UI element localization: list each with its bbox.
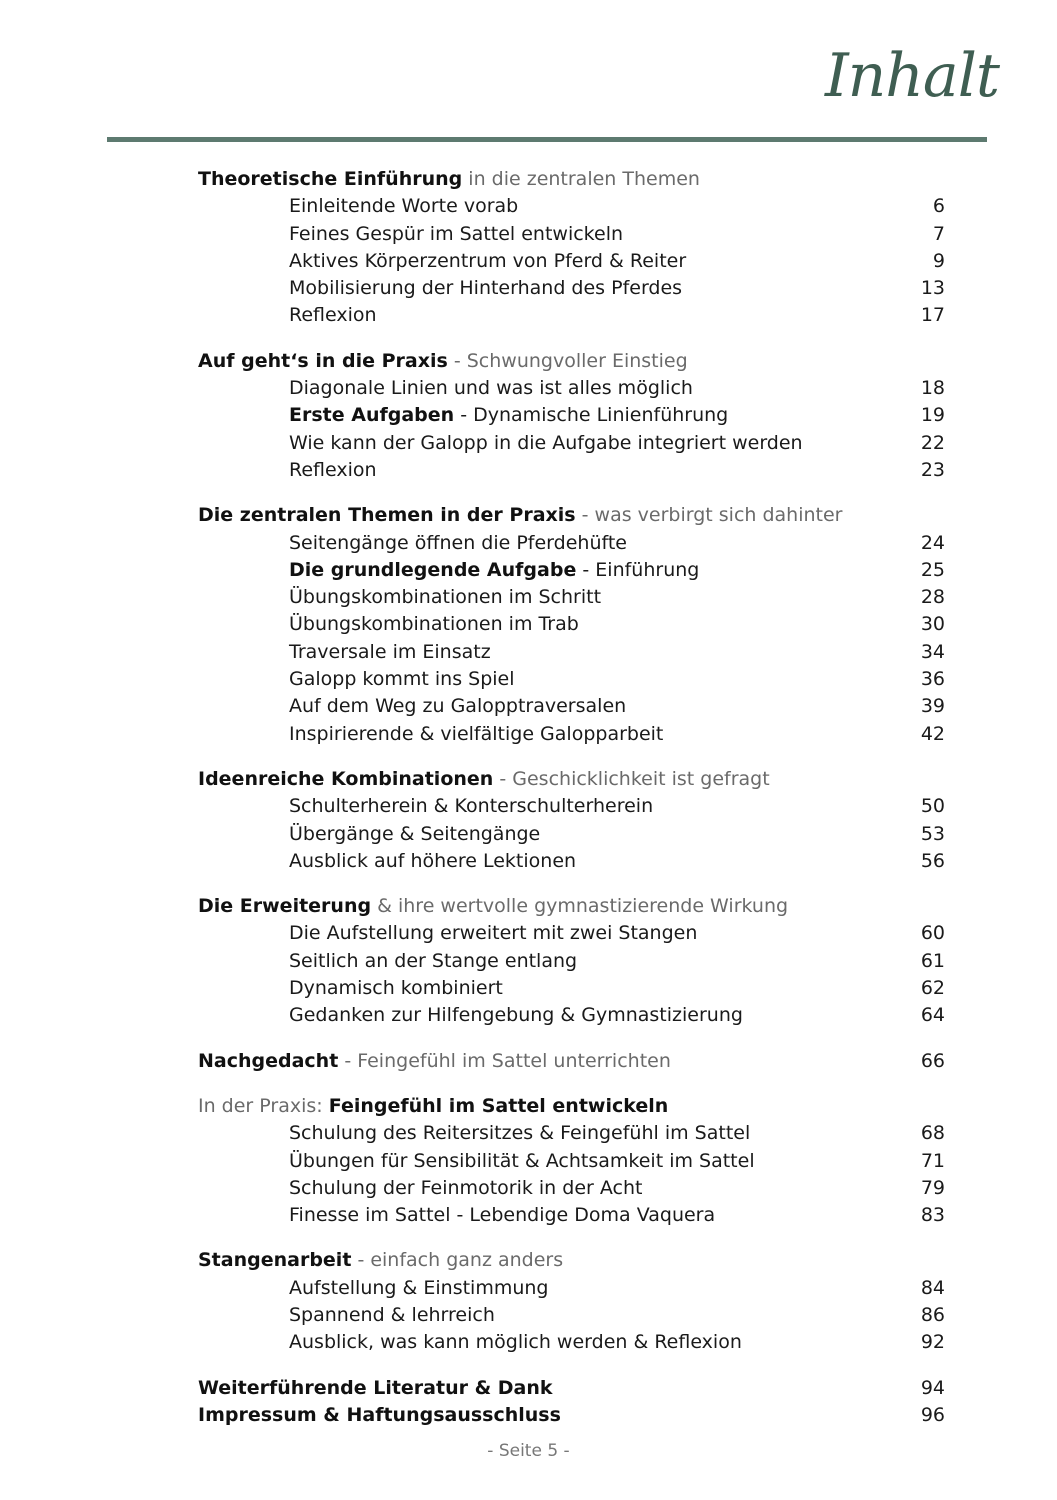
closing-entry-label: Weiterführende Literatur & Dank	[198, 1376, 553, 1399]
closing-entry[interactable]	[198, 1375, 950, 1402]
toc-entry-page: 84	[920, 1276, 945, 1299]
toc-entry-label: Schulterherein & Konterschulterherein	[289, 795, 654, 818]
toc-entry-label: Übungskombinationen im Schritt	[289, 586, 602, 609]
toc-section	[198, 766, 950, 875]
section-subtitle: & ihre wertvolle gymnastizierende Wirkung	[371, 895, 789, 918]
section-title: Stangenarbeit	[198, 1249, 352, 1272]
section-page-number	[885, 166, 950, 193]
section-title: Feingefühl im Sattel entwickeln	[328, 1094, 669, 1117]
section-heading[interactable]	[198, 502, 950, 529]
toc-entry[interactable]	[198, 1202, 950, 1229]
toc-entry-bold: Die grundlegende Aufgabe	[289, 558, 577, 581]
toc-entry-label: Traversale im Einsatz	[289, 640, 491, 663]
toc-entry[interactable]	[198, 557, 950, 584]
toc-entry-text	[289, 530, 627, 557]
section-title: Theoretische Einführung	[198, 168, 463, 190]
toc-entry-page: 36	[920, 668, 945, 691]
toc-entry-text	[289, 221, 623, 248]
toc-entry-text	[289, 193, 518, 220]
toc-entry-page: 30	[920, 613, 945, 636]
toc-entry-text	[289, 793, 653, 820]
toc-entry-label: Reflexion	[289, 304, 377, 327]
toc-entry-label: Wie kann der Galopp in die Aufgabe integriert werden	[289, 431, 803, 454]
toc-entry-text	[289, 248, 686, 275]
toc-entry-label: Finesse im Sattel - Lebendige Doma Vaquera	[289, 1204, 716, 1227]
toc-entry-label: Auf dem Weg zu Galopptraversalen	[289, 695, 627, 718]
toc-entry[interactable]	[198, 693, 950, 720]
toc-entry-text	[289, 375, 693, 402]
toc-entry-page: 17	[920, 304, 945, 327]
toc-entry-label: Diagonale Linien und was ist alles möglich	[289, 377, 693, 400]
toc-entry-page: 56	[920, 849, 945, 872]
section-heading-text	[198, 166, 700, 193]
toc-entry-label: Die Aufstellung erweitert mit zwei Stangen	[289, 922, 698, 945]
toc-entry-label: Seitlich an der Stange entlang	[289, 949, 578, 972]
section-heading-text	[198, 502, 842, 529]
section-subtitle: - Geschicklichkeit ist gefragt	[493, 767, 770, 790]
toc-entry-page: 9	[932, 249, 945, 272]
toc-entry-page: 64	[920, 1004, 945, 1027]
section-title: Auf geht‘s in die Praxis	[198, 349, 448, 372]
toc-entry-text	[289, 821, 540, 848]
section-page-number: 66	[920, 1049, 945, 1072]
toc-entry[interactable]	[198, 375, 950, 402]
toc-entry[interactable]	[198, 193, 950, 220]
closing-entry[interactable]	[198, 1402, 950, 1429]
toc-entry-text	[289, 302, 377, 329]
section-heading[interactable]	[198, 766, 950, 793]
toc-entry[interactable]	[198, 1148, 950, 1175]
section-heading-text	[198, 1093, 668, 1120]
section-page-number	[885, 1247, 950, 1274]
toc-entry-text	[289, 1148, 755, 1175]
page-title: Inhalt	[824, 41, 999, 111]
toc-entry-page: 86	[920, 1303, 945, 1326]
section-subtitle: - einfach ganz anders	[351, 1249, 564, 1272]
toc-entry-page: 42	[920, 722, 945, 745]
section-title: Die Erweiterung	[198, 895, 372, 918]
toc-entry[interactable]	[198, 821, 950, 848]
section-subtitle: - Schwungvoller Einstieg	[447, 349, 688, 372]
toc-entry-label: Spannend & lehrreich	[289, 1303, 495, 1326]
toc-entry-text	[289, 557, 699, 584]
toc-entry-label: Übungskombinationen im Trab	[289, 613, 579, 636]
closing-entry-page: 96	[920, 1403, 945, 1426]
toc-entry-page: 79	[920, 1176, 945, 1199]
toc-entry-page: 22	[920, 431, 945, 454]
toc-entry[interactable]	[198, 848, 950, 875]
toc-entry-text	[289, 639, 491, 666]
toc-entry[interactable]	[198, 948, 950, 975]
toc-entry-label: Aufstellung & Einstimmung	[289, 1276, 549, 1299]
section-lead: In der Praxis:	[198, 1094, 329, 1117]
toc-entry-text	[289, 1175, 642, 1202]
toc-entry[interactable]	[198, 275, 950, 302]
toc-entry-text	[289, 457, 377, 484]
toc-entry-label: Dynamisch kombiniert	[289, 977, 503, 1000]
toc-entry-text	[289, 666, 515, 693]
toc-entry-page: 62	[920, 977, 945, 1000]
toc-entry-page: 6	[932, 195, 945, 218]
toc-entry-text	[289, 1302, 495, 1329]
toc-entry[interactable]	[198, 793, 950, 820]
toc-entry[interactable]	[198, 1302, 950, 1329]
toc-entry-page: 25	[920, 558, 945, 581]
toc-entry[interactable]	[198, 302, 950, 329]
toc-entry-page: 28	[920, 586, 945, 609]
toc-closing	[198, 1375, 950, 1430]
section-title: Die zentralen Themen in der Praxis	[198, 504, 576, 527]
toc-entry[interactable]	[198, 1120, 950, 1147]
toc-entry[interactable]	[198, 221, 950, 248]
section-subtitle: - was verbirgt sich dahinter	[575, 504, 843, 527]
toc-entry-page: 23	[920, 458, 945, 481]
toc-entry[interactable]	[198, 611, 950, 638]
toc-entry[interactable]	[198, 1002, 950, 1029]
section-page-number	[885, 766, 950, 793]
toc-entry-page: 34	[920, 640, 945, 663]
toc-entry-text	[289, 920, 697, 947]
toc-entry-text	[289, 1202, 715, 1229]
section-heading-text	[198, 1048, 671, 1075]
toc-entry-label: Reflexion	[289, 458, 377, 481]
toc-entry-page: 24	[920, 531, 945, 554]
section-heading[interactable]	[198, 166, 950, 193]
toc-section	[198, 893, 950, 1029]
toc-entry-text	[289, 948, 577, 975]
section-subtitle: in die zentralen Themen	[462, 168, 700, 190]
toc-entry[interactable]	[198, 721, 950, 748]
toc-entry[interactable]	[198, 1275, 950, 1302]
toc-entry-text	[289, 721, 663, 748]
toc-entry-label: Schulung des Reitersitzes & Feingefühl im Sattel	[289, 1122, 751, 1145]
toc-section	[198, 348, 950, 484]
toc-entry-page: 13	[920, 277, 945, 300]
toc-section	[198, 166, 950, 330]
toc-entry-label: Gedanken zur Hilfengebung & Gymnastizierung	[289, 1004, 743, 1027]
toc-entry-text	[289, 1120, 750, 1147]
toc-entry-text	[289, 1275, 548, 1302]
section-page-number	[885, 502, 950, 529]
section-page-number	[885, 348, 950, 375]
toc-entry-page: 39	[920, 695, 945, 718]
toc-entry-text	[289, 693, 626, 720]
toc-section	[198, 1048, 950, 1075]
toc-entry-label: Übungen für Sensibilität & Achtsamkeit im Sattel	[289, 1149, 755, 1172]
toc-section	[198, 1093, 950, 1229]
toc-entry-label: Feines Gespür im Sattel entwickeln	[289, 222, 624, 245]
title-divider	[107, 137, 987, 142]
section-heading-text	[198, 1247, 563, 1274]
section-heading[interactable]	[198, 1048, 950, 1075]
closing-entry-label: Impressum & Haftungsausschluss	[198, 1403, 561, 1426]
toc-entry[interactable]	[198, 975, 950, 1002]
toc-entry-page: 7	[932, 222, 945, 245]
section-heading[interactable]	[198, 348, 950, 375]
section-subtitle: - Feingefühl im Sattel unterrichten	[338, 1049, 671, 1072]
closing-entry-page: 94	[920, 1376, 945, 1399]
toc-entry-text	[289, 402, 728, 429]
toc-entry-label: Seitengänge öffnen die Pferdehüfte	[289, 531, 627, 554]
toc-entry[interactable]	[198, 1329, 950, 1356]
section-page-number	[885, 893, 950, 920]
toc-entry-text	[289, 275, 682, 302]
section-heading-text	[198, 348, 688, 375]
toc-entry[interactable]	[198, 1175, 950, 1202]
toc-entry-text	[289, 1329, 742, 1356]
toc-entry-text	[289, 611, 579, 638]
toc-entry-bold: Erste Aufgaben	[289, 404, 455, 427]
toc-entry[interactable]	[198, 530, 950, 557]
toc-entry-text	[289, 848, 576, 875]
toc-entry-page: 68	[920, 1122, 945, 1145]
section-title: Ideenreiche Kombinationen	[198, 767, 494, 790]
toc-entry[interactable]	[198, 430, 950, 457]
toc-entry-label: Ausblick, was kann möglich werden & Reflexion	[289, 1331, 742, 1354]
toc-entry[interactable]	[198, 248, 950, 275]
toc-section	[198, 1247, 950, 1356]
toc-entry-text	[289, 1002, 743, 1029]
toc-entry[interactable]	[198, 584, 950, 611]
toc-entry-page: 50	[920, 795, 945, 818]
toc-entry-page: 19	[920, 404, 945, 427]
toc-entry-label: Mobilisierung der Hinterhand des Pferdes	[289, 277, 683, 300]
section-heading[interactable]	[198, 1093, 950, 1120]
section-title: Nachgedacht	[198, 1049, 339, 1072]
section-heading-text	[198, 766, 770, 793]
toc-entry[interactable]	[198, 639, 950, 666]
toc-entry-label: Einleitende Worte vorab	[289, 195, 519, 218]
toc-entry-label: Übergänge & Seitengänge	[289, 822, 541, 845]
toc-section	[198, 502, 950, 748]
toc-entry-page: 92	[920, 1331, 945, 1354]
table-of-contents	[198, 166, 950, 1429]
toc-entry-page: 18	[920, 377, 945, 400]
section-heading[interactable]	[198, 1247, 950, 1274]
toc-entry[interactable]	[198, 920, 950, 947]
toc-entry-page: 83	[920, 1204, 945, 1227]
toc-entry-label: Galopp kommt ins Spiel	[289, 668, 515, 691]
toc-entry-page: 71	[920, 1149, 945, 1172]
toc-entry-text	[289, 430, 803, 457]
toc-entry-page: 53	[920, 822, 945, 845]
section-page-number	[885, 1093, 950, 1120]
toc-entry-label: Ausblick auf höhere Lektionen	[289, 849, 577, 872]
toc-entry[interactable]	[198, 666, 950, 693]
toc-entry-label: Schulung der Feinmotorik in der Acht	[289, 1176, 643, 1199]
section-heading[interactable]	[198, 893, 950, 920]
page-number-footer: - Seite 5 -	[487, 1441, 570, 1461]
toc-entry-page: 61	[920, 949, 945, 972]
toc-entry-label: Inspirierende & vielfältige Galopparbeit	[289, 722, 664, 745]
toc-entry[interactable]	[198, 402, 950, 429]
toc-entry-label: - Dynamische Linienführung	[454, 404, 729, 427]
toc-entry-page: 60	[920, 922, 945, 945]
toc-entry[interactable]	[198, 457, 950, 484]
section-heading-text	[198, 893, 788, 920]
toc-entry-text	[289, 584, 601, 611]
toc-entry-label: Aktives Körperzentrum von Pferd & Reiter	[289, 249, 687, 272]
toc-entry-text	[289, 975, 503, 1002]
toc-entry-label: - Einführung	[576, 558, 700, 581]
